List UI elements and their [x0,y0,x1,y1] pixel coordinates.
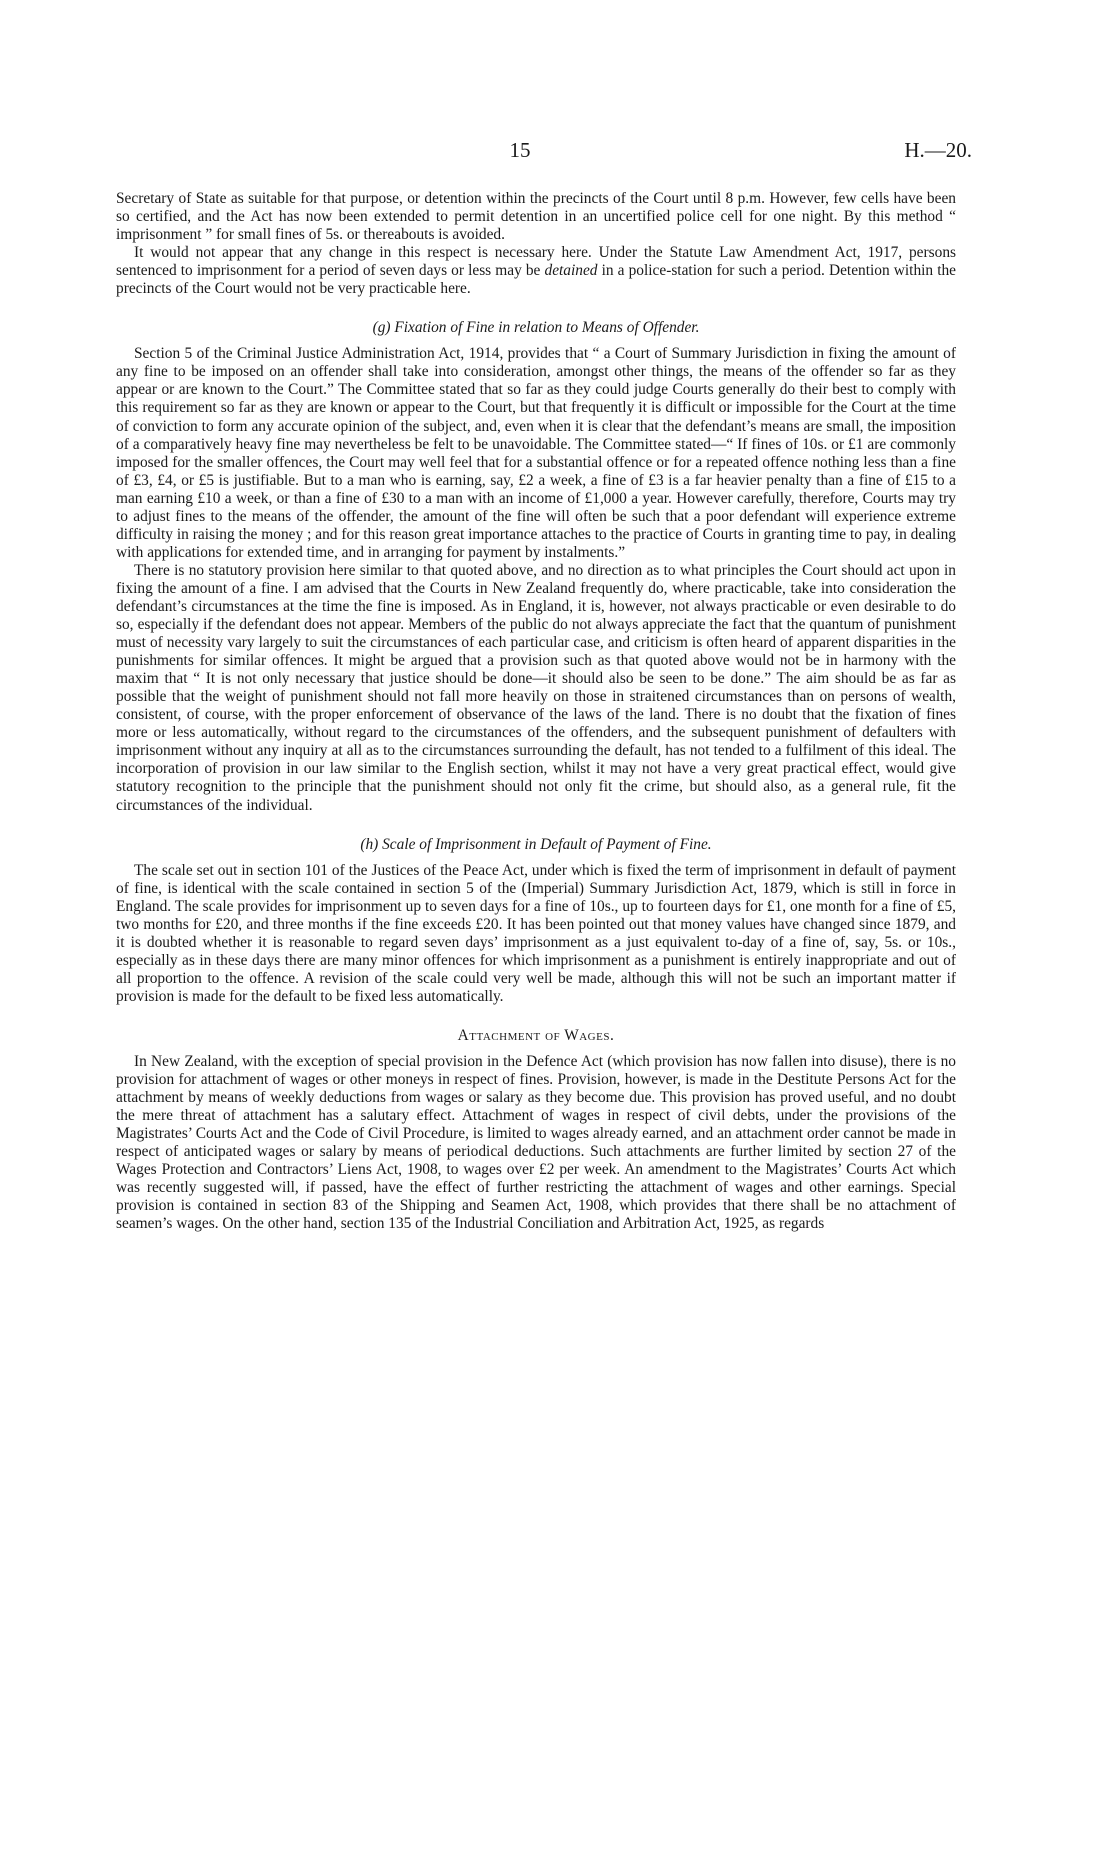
paragraph-g-2: There is no statutory provision here similar to that quoted above, and no direction as to what principles the Court should act upon in fixing the amount of a fine. I am advised that the Courts in New Zealand frequently do, where practicable, take into consideration the defendant’s circumstances at the time the fine is imposed. As in England, it is, however, not always practicable or even desirable to do so, especially if the defendant does not appear. Members of the public do not always appreciate the fact that the quantum of punishment must of necessity vary largely to suit the circumstances of each particular case, and criticism is often heard of apparent disparities in the punishments for similar offences. It might be argued that a provision such as that quoted above would not be in harmony with the maxim that “ It is not only necessary that justice should be done—it should also be seen to be done.” The aim should be as far as possible that the weight of punishment should not fall more heavily on those in straitened circumstances than on persons of wealth, consistent, of course, with the proper enforcement of observance of the laws of the land. There is no doubt that the fixation of fines more or less automatically, without regard to the circumstances of the offenders, and the subsequent punishment of defaulters with imprisonment without any inquiry at all as to the circumstances surrounding the default, has not tended to a fulfilment of this ideal. The incorporation of provision in our law similar to the English section, whilst it may not have a very great practical effect, would give statutory recognition to the principle that the punishment should not only fit the crime, but should also, as a general rule, fit the circumstances of the individual. [116,561,956,814]
paragraph-h-1: The scale set out in section 101 of the Justices of the Peace Act, under which is fixed the term of imprisonment in default of payment of fine, is identical with the scale contained in section 5 of the (Imperial) Summary Jurisdiction Act, 1879, which is still in force in England. The scale provides for imprisonment up to seven days for a fine of 10s., up to fourteen days for £1, one month for a fine of £5, two months for £20, and three months if the fine exceeds £20. It has been pointed out that money values have changed since 1879, and it is doubted whether it is reasonable to regard seven days’ imprisonment as a just equivalent to-day of a fine of, say, 5s. or 10s., especially as in these days there are many minor offences for which imprisonment as a punishment is entirely inappropriate and out of all proportion to the offence. A revision of the scale could very well be made, although this will not be such an important matter if provision is made for the default to be fixed less automatically. [116,861,956,1005]
paragraph-g-1: Section 5 of the Criminal Justice Administration Act, 1914, provides that “ a Court of Summary Jurisdiction in fixing the amount of any fine to be imposed on an offender shall take into consideration, amongst other things, the means of the offender so far as they appear or are known to the Court.” The Committee stated that so far as they could judge Courts generally do their best to comply with this requirement so far as they are known or appear to the Court, but that frequently it is difficult or impossible for the Court at the time of conviction to form any accurate opinion of the subject, and, even when it is clear that the defendant’s means are small, the imposition of a comparatively heavy fine may nevertheless be felt to be unavoidable. The Committee stated—“ If fines of 10s. or £1 are commonly imposed for the smaller offences, the Court may well feel that for a substantial offence or for a repeated offence nothing less than a fine of £3, £4, or £5 is justifiable. But to a man who is earning, say, £2 a week, a fine of £3 is a far heavier penalty than a fine of £15 to a man earning £10 a week, or than a fine of £30 to a man with an income of £1,000 a year. However carefully, therefore, Courts may try to adjust fines to the means of the offender, the amount of the fine will often be such that a poor defendant will experience extreme difficulty in raising the money ; and for this reason great importance attaches to the practice of Courts in granting time to pay, in dealing with applications for extended time, and in arranging for payment by instalments.” [116,345,956,561]
paragraph-wages-1: In New Zealand, with the exception of special provision in the Defence Act (which provision has now fallen into disuse), there is no provision for attachment of wages or other moneys in respect of fines. Provision, however, is made in the Destitute Persons Act for the attachment by means of weekly deductions from wages or salary as they become due. This provision has proved useful, and no doubt the mere threat of attachment has a salutary effect. Attachment of wages in respect of civil debts, under the provisions of the Magistrates’ Courts Act and the Code of Civil Procedure, is limited to wages already earned, and an attachment order cannot be made in respect of anticipated wages or salary by means of periodical deductions. Such attachments are further limited by section 27 of the Wages Protection and Contractors’ Liens Act, 1908, to wages over £2 per week. An amendment to the Magistrates’ Courts Act which was recently suggested will, if passed, have the effect of further restricting the attachment of wages and other earnings. Special provision is contained in section 83 of the Shipping and Seamen Act, 1908, which provides that there shall be no attachment of seamen’s wages. On the other hand, section 135 of the Industrial Conciliation and Arbitration Act, 1925, as regards [116,1053,956,1233]
paragraph-intro-2-part-b: in a police-station for such a period. Detention within the precincts of the Court would not be very practicable here. [116,262,957,298]
page-number: 15 [509,138,531,162]
emphasis-detained: detained [544,262,598,280]
paragraph-intro-1: Secretary of State as suitable for that purpose, or detention within the precincts of the Court until 8 p.m. However, few cells have been so certified, and the Act has now been extended to permit detention in an uncertified police cell for one night. By this method “ imprisonment ” for small fines of 5s. or thereabouts is avoided. [116,190,956,244]
section-heading-g: (g) Fixation of Fine in relation to Means of Offender. [372,319,700,337]
page-header [0,138,1114,168]
paragraph-intro-2-part-a: It would not appear that any change in this respect is necessary here. Under the Statute Law Amendment Act, 1917, persons sentenced to imprisonment for a period of seven days or less may be [116,244,956,280]
document-reference: H.—20. [904,138,972,162]
section-heading-attachment-of-wages: Attachment of Wages. [457,1026,615,1044]
paragraph-intro-2 [116,244,956,298]
section-heading-h: (h) Scale of Imprisonment in Default of Payment of Fine. [360,835,712,853]
document-body [116,190,956,1233]
